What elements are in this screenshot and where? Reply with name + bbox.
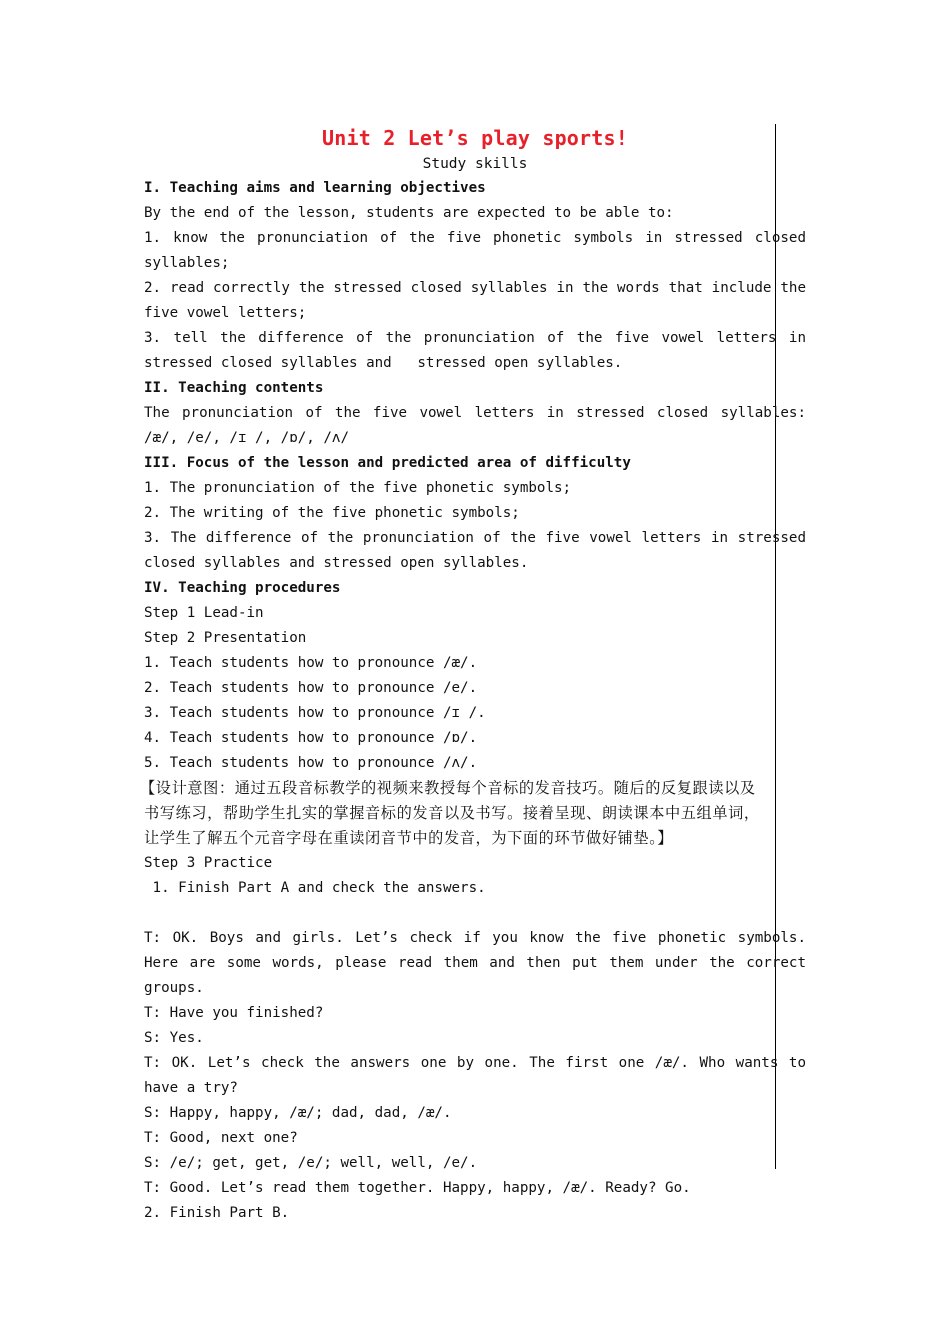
aims-item-3: 3. tell the difference of the pronunciation of the five vowel letters in (144, 330, 806, 346)
contents-line: The pronunciation of the five vowel letters in stressed closed syllables: (144, 405, 806, 421)
aims-item-3-cont: stressed closed syllables and stressed open syllables. (144, 355, 623, 371)
page-title: Unit 2 Let’s play sports! (321, 126, 629, 150)
section-heading-procedures: IV. Teaching procedures (144, 580, 341, 596)
design-intent-line-2: 书写练习，帮助学生扎实的掌握音标的发音以及书写。接着呈现、朗读课本中五组单词， (144, 804, 760, 822)
practice-item-2: 2. Finish Part B. (144, 1205, 290, 1221)
focus-item-3: 3. The difference of the pronunciation of the five vowel letters in stressed (144, 530, 806, 546)
presentation-item-3: 3. Teach students how to pronounce /ɪ /. (144, 705, 486, 721)
presentation-item-1: 1. Teach students how to pronounce /æ/. (144, 655, 478, 671)
design-intent-line-3: 让学生了解五个元音字母在重读闭音节中的发音，为下面的环节做好铺垫。】 (144, 829, 674, 847)
section-heading-contents: II. Teaching contents (144, 380, 324, 396)
aims-intro: By the end of the lesson, students are expected to be able to: (144, 205, 674, 221)
aims-item-2-cont: five vowel letters; (144, 305, 307, 321)
dialogue-line-7: S: /e/; get, get, /e/; well, well, /e/. (144, 1155, 478, 1171)
dialogue-line-5: S: Happy, happy, /æ/; dad, dad, /æ/. (144, 1105, 452, 1121)
page-subtitle: Study skills (422, 156, 528, 172)
presentation-item-2: 2. Teach students how to pronounce /e/. (144, 680, 478, 696)
dialogue-line-4-cont: have a try? (144, 1080, 238, 1096)
focus-item-1: 1. The pronunciation of the five phonetic symbols; (144, 480, 572, 496)
dialogue-line-1-cont: Here are some words, please read them and then put them under the correct (144, 955, 806, 971)
step-3: Step 3 Practice (144, 855, 273, 871)
document-body (140, 124, 806, 1226)
section-heading-aims: I. Teaching aims and learning objectives (144, 180, 486, 196)
dialogue-line-2: T: Have you finished? (144, 1005, 324, 1021)
dialogue-line-3: S: Yes. (144, 1030, 204, 1046)
section-heading-focus: III. Focus of the lesson and predicted area of difficulty (144, 455, 631, 471)
aims-item-1-cont: syllables; (144, 255, 230, 271)
aims-item-1: 1. know the pronunciation of the five phonetic symbols in stressed closed (144, 230, 806, 246)
focus-item-2: 2. The writing of the five phonetic symbols; (144, 505, 520, 521)
presentation-item-4: 4. Teach students how to pronounce /ɒ/. (144, 730, 478, 746)
aims-item-2: 2. read correctly the stressed closed syllables in the words that include the (144, 280, 806, 296)
presentation-item-5: 5. Teach students how to pronounce /ʌ/. (144, 755, 478, 771)
contents-symbols: /æ/, /e/, /ɪ /, /ɒ/, /ʌ/ (144, 430, 349, 446)
dialogue-line-8: T: Good. Let’s read them together. Happy, happy, /æ/. Ready? Go. (144, 1180, 691, 1196)
focus-item-3-cont: closed syllables and stressed open syllables. (144, 555, 529, 571)
blank-line (144, 901, 806, 926)
dialogue-line-6: T: Good, next one? (144, 1130, 298, 1146)
dialogue-line-4: T: OK. Let’s check the answers one by one. The first one /æ/. Who wants to (144, 1055, 806, 1071)
dialogue-line-1-end: groups. (144, 980, 204, 996)
design-intent-line-1: 【设计意图：通过五段音标教学的视频来教授每个音标的发音技巧。随后的反复跟读以及 (140, 779, 756, 797)
dialogue-line-1: T: OK. Boys and girls. Let’s check if you know the five phonetic symbols. (144, 930, 806, 946)
step-2: Step 2 Presentation (144, 630, 307, 646)
step-1: Step 1 Lead-in (144, 605, 264, 621)
practice-item-1: 1. Finish Part A and check the answers. (144, 880, 486, 896)
